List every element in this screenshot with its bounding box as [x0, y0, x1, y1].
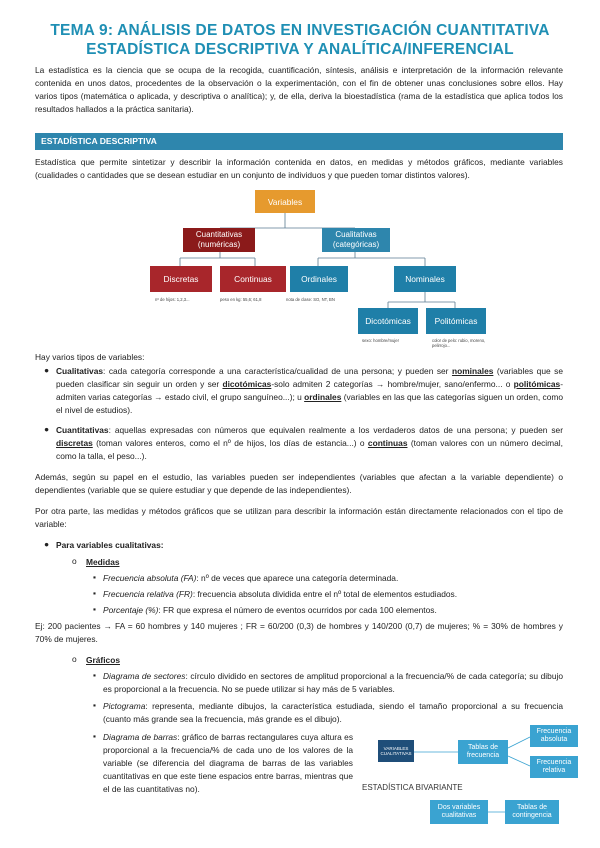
mini-node-frecuencia-absoluta: Frecuencia absoluta [530, 725, 578, 747]
text-fragment: : cada categoría corresponde a una característica/cualidad de una persona; y pueden ser [103, 366, 452, 376]
document-title-line-1: TEMA 9: ANÁLISIS DE DATOS EN INVESTIGACIÓN CUANTITATIVA [50, 22, 550, 39]
diagram-note-discretas: nº de hijos: 1,2,3... [155, 297, 190, 302]
square-bullet-icon: ▪ [93, 604, 96, 614]
text-fragment: (variables que se pueden clasificar sin seguir un orden y ser [56, 366, 563, 389]
diagram-node-cuantitativas: Cuantitativas (numéricas) [183, 228, 255, 252]
circle-bullet-icon: o [72, 654, 77, 664]
document-title-line-2: ESTADÍSTICA DESCRIPTIVA Y ANALÍTICA/INFERENCIAL [86, 41, 514, 58]
term-pct: Porcentaje (%) [103, 605, 159, 615]
text-fragment: (toman valores con un número decimal, como la talla, el peso...). [56, 438, 563, 461]
text-fragment: : nº de veces que aparece una categoría determinada. [196, 573, 399, 583]
cualitativas-section-label: Para variables cualitativas: [56, 540, 164, 550]
diagram-note-dicotomicas: sexo: hombre/mujer [362, 338, 400, 343]
text-fragment: : aquellas expresadas con números que equivalen realmente a los verdaderos datos de una persona; y pueden ser [108, 425, 563, 435]
square-bullet-icon: ▪ [93, 572, 96, 582]
diagram-node-ordinales: Ordinales [290, 266, 348, 292]
diagram-node-politomicas: Politómicas [426, 308, 486, 334]
graficos-label: Gráficos [86, 655, 120, 665]
square-bullet-icon: ▪ [93, 670, 96, 680]
diagram-note-politomicas: color de pelo: rubio, moreno, pelirrojo... [432, 338, 486, 348]
papel-paragraph: Además, según su papel en el estudio, las variables pueden ser independientes (variables que afectan a la variable dependiente) o dependientes (variable que se quiere estudiar y que depende de las independientes). [35, 472, 563, 495]
term-discretas: discretas [56, 438, 93, 448]
term-ordinales: ordinales [304, 392, 342, 402]
diagram-node-cualitativas: Cualitativas (categóricas) [322, 228, 390, 252]
text-fragment: : gráfico de barras rectangulares cuya altura es proporcional a la frecuencia/% de cada uno de los valores de la variable (se diferencia del diagrama de barras de las variables cuantitativas en que este tiene espacios entre barras, mientras que el de las cuantitativas no). [103, 732, 354, 794]
connector-tablas-to-rel [508, 756, 530, 766]
text-fragment: (variables en las que las categorías siguen un orden, como el nivel de estudios). [56, 392, 563, 415]
mini-node-tablas-frecuencia: Tablas de frecuencia [458, 740, 508, 764]
bullet-icon: ● [44, 539, 50, 549]
section-heading: ESTADÍSTICA DESCRIPTIVA [41, 136, 157, 146]
square-bullet-icon: ▪ [93, 700, 96, 710]
mini-node-variables-cualitativas: VARIABLES CUALITATIVAS [378, 740, 414, 762]
text-fragment: : FR que expresa el número de eventos ocurridos por cada 100 elementos. [158, 605, 437, 615]
term-politomicas: politómicas [513, 379, 561, 389]
term-barras: Diagrama de barras [103, 732, 178, 742]
text-fragment: (toman valores enteros, como el nº de hijos, los días de estancia...) o [92, 438, 368, 448]
square-bullet-icon: ▪ [93, 588, 96, 598]
bullet-icon: ● [44, 365, 50, 375]
medidas-intro: Por otra parte, las medidas y métodos gráficos que se utilizan para describir la información están directamente relacionados con el tipo de variable: [35, 506, 563, 529]
term-fr: Frecuencia relativa (FR) [103, 589, 193, 599]
medidas-label: Medidas [86, 557, 120, 567]
diagram-node-nominales: Nominales [394, 266, 456, 292]
example-paragraph: Ej: 200 pacientes → FA = 60 hombres y 140 mujeres ; FR = 60/200 (0,3) de hombres y 140/200 (0,7) de mujeres; % = 30% de hombres y 70% de mujeres. [35, 621, 563, 644]
diagram-node-discretas: Discretas [150, 266, 212, 292]
cuantitativas-label: Cuantitativas [56, 425, 109, 435]
diagram-note-ordinales: nota de clase: SO, NT, BN [286, 297, 335, 302]
term-sectores: Diagrama de sectores [103, 671, 186, 681]
text-fragment: : frecuencia absoluta dividida entre el nº total de elementos estudiados. [192, 589, 458, 599]
square-bullet-icon: ▪ [93, 731, 96, 741]
connector-tablas-to-abs [508, 737, 530, 748]
mini-node-frecuencia-relativa: Frecuencia relativa [530, 756, 578, 778]
text-fragment: -admiten varias categorías → estado civil, el grupo sanguíneo...); u [56, 379, 563, 402]
term-fa: Frecuencia absoluta (FA) [103, 573, 197, 583]
circle-bullet-icon: o [72, 556, 77, 566]
mini-node-tablas-contingencia: Tablas de contingencia [505, 800, 559, 824]
term-nominales: nominales [451, 366, 494, 376]
text-fragment: -solo admiten 2 categorías → hombre/mujer, sano/enfermo... o [271, 379, 514, 389]
mini-node-dos-variables: Dos variables cualitativas [430, 800, 488, 824]
section-definition: Estadística que permite sintetizar y describir la información contenida en datos, en medidas y métodos gráficos, mediante variables (cualidades o cantidades que se desean estudiar en un conjunto de individuos y que pueden tomar distintos valores). [35, 157, 563, 180]
intro-paragraph: La estadística es la ciencia que se ocupa de la recogida, cuantificación, síntesis, análisis e interpretación de la información relevante contenida en unos datos, procedentes de la observación o la experimentación, con el fin de obtener unas conclusiones sobre ellos. Hay varios tipos (matemática o aplicada, y descriptiva o analítica); y, de ella, deriva la bioestadística (rama de la estadística que aplica todos los resultados hallados a la práctica sanitaria). [35, 65, 563, 114]
term-continuas: continuas [367, 438, 408, 448]
diagram-note-continuas: peso en kg: 55,6; 61,8 [220, 297, 262, 302]
diagram-node-variables: Variables [255, 190, 315, 213]
text-fragment: : círculo dividido en sectores de amplitud proporcional a la frecuencia/% de cada categoría; su dibujo es proporcional a la frecuencia. No se puede utilizar si hay más de 5 variables. [103, 671, 563, 694]
cualitativas-label: Cualitativas [56, 366, 104, 376]
diagram-node-dicotomicas: Dicotómicas [358, 308, 418, 334]
term-pictograma: Pictograma [103, 701, 146, 711]
variables-intro: Hay varios tipos de variables: [35, 352, 145, 362]
text-fragment: : representa, mediante dibujos, la característica estudiada, siendo el tamaño proporcional a su frecuencia (cuanto más grande sea la frecuencia, más grande es el dibujo). [103, 701, 563, 724]
term-dicotomicas: dicotómicas [222, 379, 272, 389]
bullet-icon: ● [44, 424, 50, 434]
diagram-node-continuas: Continuas [220, 266, 286, 292]
bivariante-title: ESTADÍSTICA BIVARIANTE [362, 783, 463, 792]
